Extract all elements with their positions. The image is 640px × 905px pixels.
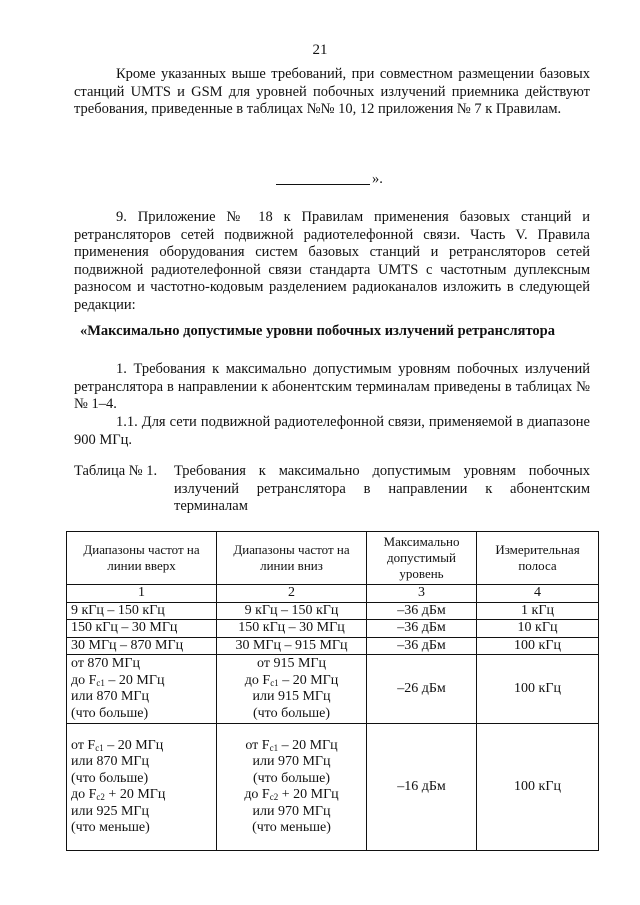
cell-band: 100 кГц: [477, 637, 599, 655]
cell-level: –36 дБм: [367, 602, 477, 620]
table-row: [67, 620, 599, 638]
header-downlink: Диапазоны частот на линии вниз: [217, 532, 367, 585]
cell-downlink: от $F_{c1} - 20$ МГц или 970 МГц (что больше) до $F_{c2} + 20$ МГц или 970 МГц (что меньше): [217, 724, 367, 851]
table-caption-label: Таблица № 1.: [74, 463, 158, 479]
header-max-level: Максимально допустимый уровень: [367, 532, 477, 585]
paragraph-umts-gsm: Кроме указанных выше требований, при совместном размещении базовых станций UMTS и GSM для уровней побочных излучений приемника действуют требования, приведенные в таблицах №№ 10, 12 приложения № 7 к Правилам.: [74, 66, 590, 117]
table-header-row: [67, 532, 599, 585]
cell-band: 1 кГц: [477, 602, 599, 620]
cell-level: –26 дБм: [367, 655, 477, 724]
cell-level: –36 дБм: [367, 637, 477, 655]
cell-uplink: от $F_{c1} - 20$ МГц или 870 МГц (что больше) до $F_{c2} + 20$ МГц или 925 МГц (что меньше): [67, 724, 217, 851]
column-number: 3: [367, 585, 477, 603]
section-heading: «Максимально допустимые уровни побочных излучений ретранслятора: [80, 323, 555, 339]
table-row: [67, 637, 599, 655]
table-caption-line: Требования к максимально допустимым уровням побочных: [174, 463, 590, 479]
cell-level: –16 дБм: [367, 724, 477, 851]
column-number: 2: [217, 585, 367, 603]
table-column-numbers: [67, 585, 599, 603]
table-row: [67, 602, 599, 620]
paragraph-900mhz: 1.1. Для сети подвижной радиотелефонной связи, применяемой в диапазоне 900 МГц.: [74, 414, 590, 448]
column-number: 4: [477, 585, 599, 603]
cell-uplink: 150 кГц – 30 МГц: [67, 620, 217, 638]
spurious-emission-table: [66, 531, 599, 851]
column-number: 1: [67, 585, 217, 603]
cell-downlink: 30 МГц – 915 МГц: [217, 637, 367, 655]
cell-band: 100 кГц: [477, 655, 599, 724]
table-caption-line: терминалам: [174, 498, 248, 514]
paragraph-appendix-18: 9. Приложение № 18 к Правилам применения базовых станций и ретрансляторов сетей подвижной радиотелефонной связи. Часть V. Правила применения оборудования систем базовых станций и ретрансляторов сетей подвижной радиотелефонной связи стандарта UMTS с частотным дуплексным разносом и частотно-кодовым разделением радиоканалов изложить в следующей редакции:: [74, 209, 590, 313]
table-row: [67, 655, 599, 724]
paragraph-requirements: 1. Требования к максимально допустимым уровням побочных излучений ретранслятора в направлении к абонентским терминалам приведены в таблицах № № 1–4.: [74, 361, 590, 412]
table-row: [67, 724, 599, 851]
closing-quote: ».: [372, 171, 383, 187]
cell-uplink: 30 МГц – 870 МГц: [67, 637, 217, 655]
cell-downlink: от 915 МГц до $F_{c1} - 20$ МГц или 915 МГц (что больше): [217, 655, 367, 724]
cell-downlink: 150 кГц – 30 МГц: [217, 620, 367, 638]
table-caption: [74, 463, 590, 516]
cell-band: 100 кГц: [477, 724, 599, 851]
signature-line: [276, 172, 370, 185]
cell-downlink: 9 кГц – 150 кГц: [217, 602, 367, 620]
cell-uplink: от 870 МГц до $F_{c1} - 20$ МГц или 870 МГц (что больше): [67, 655, 217, 724]
table-caption-line: излучений ретранслятора в направлении к абонентским: [174, 480, 590, 497]
header-measurement-band: Измерительная полоса: [477, 532, 599, 585]
header-uplink: Диапазоны частот на линии вверх: [67, 532, 217, 585]
cell-level: –36 дБм: [367, 620, 477, 638]
page-number: 21: [312, 42, 328, 58]
cell-uplink: 9 кГц – 150 кГц: [67, 602, 217, 620]
cell-band: 10 кГц: [477, 620, 599, 638]
